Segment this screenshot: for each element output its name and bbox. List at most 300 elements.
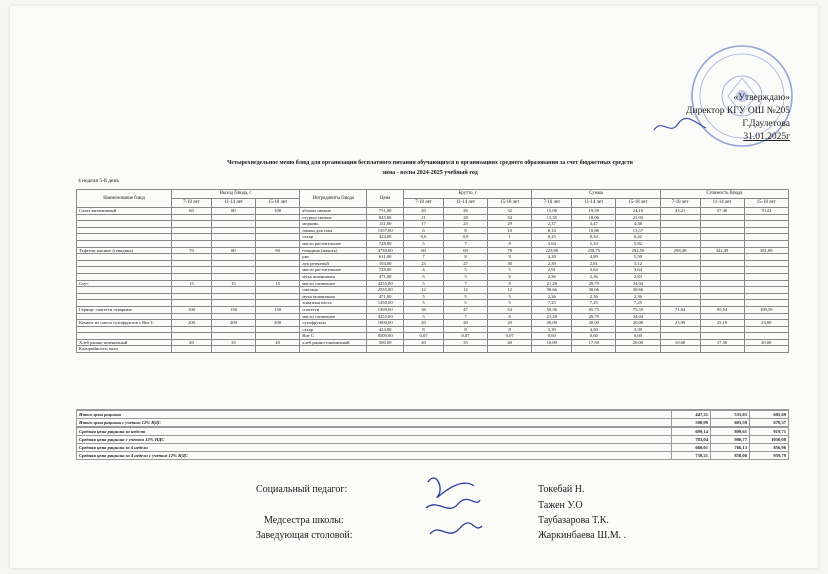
cell-s1: 15,06 — [532, 208, 572, 215]
totals-row — [77, 419, 789, 427]
totals-value: 535,03 — [711, 411, 750, 419]
cell-p1: 70 — [172, 247, 212, 254]
cell-p3 — [255, 240, 299, 247]
cell-dish — [77, 260, 172, 267]
cell-dish — [77, 267, 172, 274]
cell-price: 3730,00 — [367, 247, 404, 254]
header-age: 7-10 лет — [404, 199, 444, 208]
cell-p2: 35 — [211, 339, 255, 346]
header-age: 15-18 лет — [744, 199, 788, 208]
cell-price: 471,00 — [367, 273, 404, 280]
cell-ing: спагетти — [300, 306, 367, 313]
cell-s3: 30,66 — [616, 287, 660, 294]
cell-g2: 26 — [444, 208, 488, 215]
cell-ing: сметана — [300, 287, 367, 294]
cell-c1 — [660, 333, 700, 340]
cell-c2 — [700, 267, 744, 274]
cell-ing: огурцы свежие — [300, 214, 367, 221]
cell-c3 — [744, 346, 788, 353]
totals-value: 603,59 — [711, 419, 750, 427]
cell-g3: 34 — [488, 214, 532, 221]
cell-p2 — [211, 227, 255, 234]
cell-c2 — [700, 254, 744, 261]
cell-c3: 109,59 — [744, 306, 788, 313]
cell-g1: 4 — [404, 267, 444, 274]
cell-s1: 30,66 — [532, 287, 572, 294]
cell-s2: 2,36 — [572, 293, 616, 300]
totals-value: 739,21 — [672, 452, 711, 460]
cell-dish — [77, 293, 172, 300]
cell-c1 — [660, 273, 700, 280]
cell-p3 — [255, 326, 299, 333]
cell-c1 — [660, 234, 700, 241]
cell-ing: лук репчатый — [300, 260, 367, 267]
cell-p1 — [172, 240, 212, 247]
cell-g2: 5 — [444, 293, 488, 300]
cell-s2: 3,47 — [572, 221, 616, 228]
document-title — [70, 158, 790, 178]
cell-s2: 19,58 — [572, 208, 616, 215]
totals-value: 678,37 — [750, 419, 789, 427]
cell-price — [367, 346, 404, 353]
cell-g1: 23 — [404, 260, 444, 267]
cell-p2 — [211, 260, 255, 267]
cell-g3 — [488, 346, 532, 353]
cell-s2: 18,06 — [572, 214, 616, 221]
cell-c1 — [660, 267, 700, 274]
cell-ing: лимон для сока — [300, 227, 367, 234]
cell-dish: Калорийность, ккал — [77, 346, 172, 353]
header-age: 11-14 лет — [444, 199, 488, 208]
cell-p2 — [211, 346, 255, 353]
table-row — [77, 221, 789, 228]
totals-label: Итого цена рациона — [77, 411, 672, 419]
cell-s1: 0,60 — [532, 333, 572, 340]
cell-s2: 29,79 — [572, 313, 616, 320]
cell-p1: 100 — [172, 306, 212, 313]
cell-p1 — [172, 333, 212, 340]
cell-s3: 292,50 — [616, 247, 660, 254]
cell-dish — [77, 227, 172, 234]
cell-c2 — [700, 221, 744, 228]
cell-s3: 2,36 — [616, 293, 660, 300]
cell-p1 — [172, 234, 212, 241]
header-age: 11-14 лет — [700, 199, 744, 208]
cell-p3: 40 — [255, 339, 299, 346]
cell-c2 — [700, 234, 744, 241]
cell-dish — [77, 234, 172, 241]
cell-s3: 75,55 — [616, 306, 660, 313]
cell-s2: 258,75 — [572, 247, 616, 254]
cell-s2: 2,36 — [572, 273, 616, 280]
totals-value: 766,13 — [711, 444, 750, 452]
totals-value: 500,99 — [672, 419, 711, 427]
totals-label: Средняя цена рациона с учетом 12% НДС — [77, 436, 672, 444]
cell-g1: 0,6 — [404, 234, 444, 241]
cell-c3 — [744, 254, 788, 261]
cell-dish — [77, 313, 172, 320]
cell-s1: 21,28 — [532, 280, 572, 287]
table-row — [77, 306, 789, 313]
cell-ing: хлеб ржано-пшеничный — [300, 339, 367, 346]
cell-g3: 5 — [488, 300, 532, 307]
cell-s3: 2,83 — [616, 273, 660, 280]
cell-dish — [77, 333, 172, 340]
cell-c1: 71,64 — [660, 306, 700, 313]
cell-g1: 8 — [404, 326, 444, 333]
cell-p1: 60 — [172, 208, 212, 215]
cell-s2: 7,25 — [572, 300, 616, 307]
cell-g1: 36 — [404, 306, 444, 313]
cell-dish: Соус — [77, 280, 172, 287]
cell-ing: Вит С — [300, 333, 367, 340]
cell-p1 — [172, 260, 212, 267]
header-gross: Брутто, г — [404, 190, 532, 199]
cell-g3: 5 — [488, 293, 532, 300]
cell-p1 — [172, 346, 212, 353]
cell-price: 4255,00 — [367, 313, 404, 320]
cell-s3: 4,38 — [616, 221, 660, 228]
table-row — [77, 240, 789, 247]
cell-price: 751,00 — [367, 208, 404, 215]
totals-value: 605,69 — [750, 411, 789, 419]
totals-table — [76, 409, 789, 460]
cell-c1 — [660, 227, 700, 234]
cell-c3 — [744, 240, 788, 247]
cell-dish — [77, 300, 172, 307]
cell-price: 500,00 — [367, 339, 404, 346]
document-sheet — [10, 6, 818, 568]
table-row — [77, 339, 789, 346]
cell-s3: 5,50 — [616, 254, 660, 261]
cell-ing: яблоки свежие — [300, 208, 367, 215]
cell-c1 — [660, 287, 700, 294]
cell-s2: 10,86 — [572, 227, 616, 234]
cell-p3 — [255, 221, 299, 228]
totals-value: 699,14 — [672, 428, 711, 436]
header-dish: Наименование блюд — [77, 190, 172, 208]
cell-g2: 69 — [444, 247, 488, 254]
cell-p1 — [172, 326, 212, 333]
cell-price: 1450,00 — [367, 300, 404, 307]
canteen-head-name: Жаркинбаева Ш.М. . — [538, 530, 627, 541]
cell-s3: 0,42 — [616, 234, 660, 241]
cell-c1 — [660, 280, 700, 287]
cell-s3 — [616, 346, 660, 353]
cell-s1: 13,35 — [532, 214, 572, 221]
table-row — [77, 326, 789, 333]
cell-g2: 7 — [444, 313, 488, 320]
cell-c1: 23,99 — [660, 320, 700, 327]
cell-s3: 24,10 — [616, 208, 660, 215]
title-line-2: зима - весна 2024-2025 учебный год — [382, 170, 478, 176]
cell-p3: 200 — [255, 320, 299, 327]
cell-c2 — [700, 273, 744, 280]
cell-s1: 7,25 — [532, 300, 572, 307]
cell-g2: 28 — [444, 214, 488, 221]
cell-g1: 20 — [404, 208, 444, 215]
cell-ing: масло сливочное — [300, 280, 367, 287]
cell-c2 — [700, 227, 744, 234]
nurse-role: Медсестра школы: — [264, 515, 344, 526]
cell-p2 — [211, 293, 255, 300]
cell-g3: 5 — [488, 267, 532, 274]
cell-s1: 21,28 — [532, 313, 572, 320]
cell-g2: 5 — [444, 267, 488, 274]
cell-g2: 35 — [444, 339, 488, 346]
cell-g3: 78 — [488, 247, 532, 254]
cell-c1: 298,48 — [660, 247, 700, 254]
cell-c1 — [660, 254, 700, 261]
cell-s3: 7,25 — [616, 300, 660, 307]
cell-s2: 3,64 — [572, 267, 616, 274]
cell-p2 — [211, 287, 255, 294]
cell-g3: 20 — [488, 320, 532, 327]
cell-p1: 200 — [172, 320, 212, 327]
cell-c3 — [744, 300, 788, 307]
cell-c2: 17,50 — [700, 339, 744, 346]
cell-c3 — [744, 267, 788, 274]
cell-price: 611,00 — [367, 254, 404, 261]
cell-c2 — [700, 300, 744, 307]
table-row — [77, 333, 789, 340]
cell-p3 — [255, 313, 299, 320]
cell-ing: масло сливочное — [300, 313, 367, 320]
header-age: 11-14 лет — [572, 199, 616, 208]
cell-c3 — [744, 214, 788, 221]
cell-s3: 0,60 — [616, 333, 660, 340]
cell-c2 — [700, 333, 744, 340]
cell-p3 — [255, 287, 299, 294]
social-teacher-role: Социальный педагог: — [256, 484, 348, 495]
cell-g2: 7 — [444, 280, 488, 287]
cell-g1: 20 — [404, 320, 444, 327]
cell-g3: 40 — [488, 339, 532, 346]
cell-c3 — [744, 287, 788, 294]
table-row — [77, 260, 789, 267]
cell-p2: 80 — [211, 247, 255, 254]
cell-s2: 30,66 — [572, 287, 616, 294]
cell-c1 — [660, 300, 700, 307]
cell-p2 — [211, 267, 255, 274]
cell-p2 — [211, 240, 255, 247]
cell-c1 — [660, 221, 700, 228]
cell-p1 — [172, 313, 212, 320]
cell-dish: Гарнир: спагетти отварные — [77, 306, 172, 313]
cell-s1: 2,91 — [532, 267, 572, 274]
table-row — [77, 227, 789, 234]
approval-line-4: 31.01.2025г — [743, 132, 790, 142]
cell-dish: Салат витаминный — [77, 208, 172, 215]
header-age: 7-10 лет — [532, 199, 572, 208]
cell-p3 — [255, 333, 299, 340]
cell-p2: 200 — [211, 320, 255, 327]
cell-g3: 12 — [488, 287, 532, 294]
cell-s1: 3,39 — [532, 326, 572, 333]
totals-value: 447,31 — [672, 411, 711, 419]
cell-g1: 17 — [404, 221, 444, 228]
cell-c2 — [700, 313, 744, 320]
cell-p2 — [211, 221, 255, 228]
cell-c2 — [700, 287, 744, 294]
cell-p3 — [255, 273, 299, 280]
cell-c3: 20,00 — [744, 339, 788, 346]
cell-c2 — [700, 214, 744, 221]
cell-c3 — [744, 293, 788, 300]
cell-g3: 1 — [488, 234, 532, 241]
cell-g1: 5 — [404, 293, 444, 300]
approval-line-1: «Утверждаю» — [733, 93, 790, 103]
cell-g2: 23 — [444, 221, 488, 228]
cell-g1: 0,07 — [404, 333, 444, 340]
cell-s2: 0,34 — [572, 234, 616, 241]
cell-ing: мука пшеничная — [300, 293, 367, 300]
cell-g3: 32 — [488, 208, 532, 215]
table-row — [77, 287, 789, 294]
cell-c2: 95,54 — [700, 306, 744, 313]
cell-ing: сахар — [300, 326, 367, 333]
cell-p1: 20 — [172, 339, 212, 346]
cell-s1: 8,14 — [532, 227, 572, 234]
totals-row — [77, 428, 789, 436]
social-teacher-name: Токебай Н. — [538, 484, 585, 495]
cell-price: 728,00 — [367, 267, 404, 274]
cell-s2: 29,79 — [572, 280, 616, 287]
table-row — [77, 346, 789, 353]
cell-p2 — [211, 326, 255, 333]
cell-p2 — [211, 254, 255, 261]
cell-price: 471,00 — [367, 293, 404, 300]
cell-c3 — [744, 273, 788, 280]
cell-c3 — [744, 227, 788, 234]
cell-ing — [300, 346, 367, 353]
cell-g1: 20 — [404, 339, 444, 346]
header-age: 7-10 лет — [172, 199, 212, 208]
cell-price: 424,00 — [367, 326, 404, 333]
cell-c3 — [744, 326, 788, 333]
cell-p2 — [211, 333, 255, 340]
header-age: 11-14 лет — [211, 199, 255, 208]
cell-c2 — [700, 240, 744, 247]
cell-p3 — [255, 227, 299, 234]
director-signature — [650, 114, 710, 138]
cell-p3: 90 — [255, 247, 299, 254]
cell-c3 — [744, 260, 788, 267]
cell-p3 — [255, 293, 299, 300]
canteen-head-role: Заведующая столовой: — [256, 530, 353, 541]
cell-price: 728,00 — [367, 240, 404, 247]
cell-s3: 13,57 — [616, 227, 660, 234]
cell-ing: сахар — [300, 234, 367, 241]
cell-price: 4255,00 — [367, 280, 404, 287]
cell-g2: 8 — [444, 227, 488, 234]
cell-price: 104,00 — [367, 260, 404, 267]
cell-s1: 20,00 — [532, 320, 572, 327]
cell-price: 424,00 — [367, 234, 404, 241]
cell-c3: 381,89 — [744, 247, 788, 254]
cell-dish — [77, 273, 172, 280]
table-row — [77, 267, 789, 274]
header-age: 15-18 лет — [488, 199, 532, 208]
totals-value: 809,61 — [711, 428, 750, 436]
cell-g1: 21 — [404, 214, 444, 221]
cell-g2: 0,8 — [444, 234, 488, 241]
cell-p3: 15 — [255, 280, 299, 287]
cell-s3: 5,82 — [616, 240, 660, 247]
cell-s2: 2,81 — [572, 260, 616, 267]
cell-p1 — [172, 227, 212, 234]
totals-row — [77, 411, 789, 419]
cell-g3: 30 — [488, 260, 532, 267]
table-row — [77, 234, 789, 241]
totals-value: 858,06 — [711, 452, 750, 460]
cell-s2 — [572, 346, 616, 353]
cell-g1: 5 — [404, 273, 444, 280]
cell-c2: 25,10 — [700, 320, 744, 327]
cell-p1 — [172, 287, 212, 294]
cell-c1 — [660, 260, 700, 267]
header-age: 15-18 лет — [616, 199, 660, 208]
cell-g3: 8 — [488, 313, 532, 320]
title-line-1: Четырехнедельное меню блюд для организации бесплатного питания обучающихся в организациях среднего образования за счет бюджетных средств — [226, 160, 633, 166]
cell-g1: 5 — [404, 240, 444, 247]
cell-g2: 8 — [444, 326, 488, 333]
cell-s3: 20,00 — [616, 339, 660, 346]
cell-dish — [77, 254, 172, 261]
cell-c1 — [660, 214, 700, 221]
cell-g1: 5 — [404, 313, 444, 320]
cell-s3: 3,39 — [616, 326, 660, 333]
cell-s3: 34,04 — [616, 313, 660, 320]
cell-c2: 57,40 — [700, 208, 744, 215]
totals-row — [77, 452, 789, 460]
table-row — [77, 273, 789, 280]
approval-line-3: Г.Даулетова — [742, 119, 790, 129]
cell-c1 — [660, 240, 700, 247]
table-row — [77, 313, 789, 320]
cell-p2: 80 — [211, 208, 255, 215]
cell-s1: 10,00 — [532, 339, 572, 346]
totals-row — [77, 436, 789, 444]
cell-g2: 0,07 — [444, 333, 488, 340]
cell-c2 — [700, 326, 744, 333]
cell-g1: 7 — [404, 254, 444, 261]
cell-g3: 6 — [488, 273, 532, 280]
table-row — [77, 254, 789, 261]
cell-p1 — [172, 254, 212, 261]
cell-s3: 34,04 — [616, 280, 660, 287]
cell-c3 — [744, 221, 788, 228]
cell-p2: 130 — [211, 306, 255, 313]
cell-s2: 5,10 — [572, 240, 616, 247]
totals-value: 1030,08 — [750, 436, 789, 444]
cell-p2 — [211, 313, 255, 320]
cell-s1: 2,37 — [532, 221, 572, 228]
cell-ing: масло растительное — [300, 240, 367, 247]
cell-p3: 100 — [255, 208, 299, 215]
totals-value: 660,01 — [672, 444, 711, 452]
cell-s1: 0,25 — [532, 234, 572, 241]
table-row — [77, 280, 789, 287]
cell-dish — [77, 240, 172, 247]
table-row — [77, 247, 789, 254]
cell-g2: 5 — [444, 300, 488, 307]
cell-p2 — [211, 273, 255, 280]
cell-c2 — [700, 260, 744, 267]
header-portion: Выход блюда, г — [172, 190, 300, 199]
cell-price: 1000,00 — [367, 320, 404, 327]
cell-g3: 8 — [488, 240, 532, 247]
